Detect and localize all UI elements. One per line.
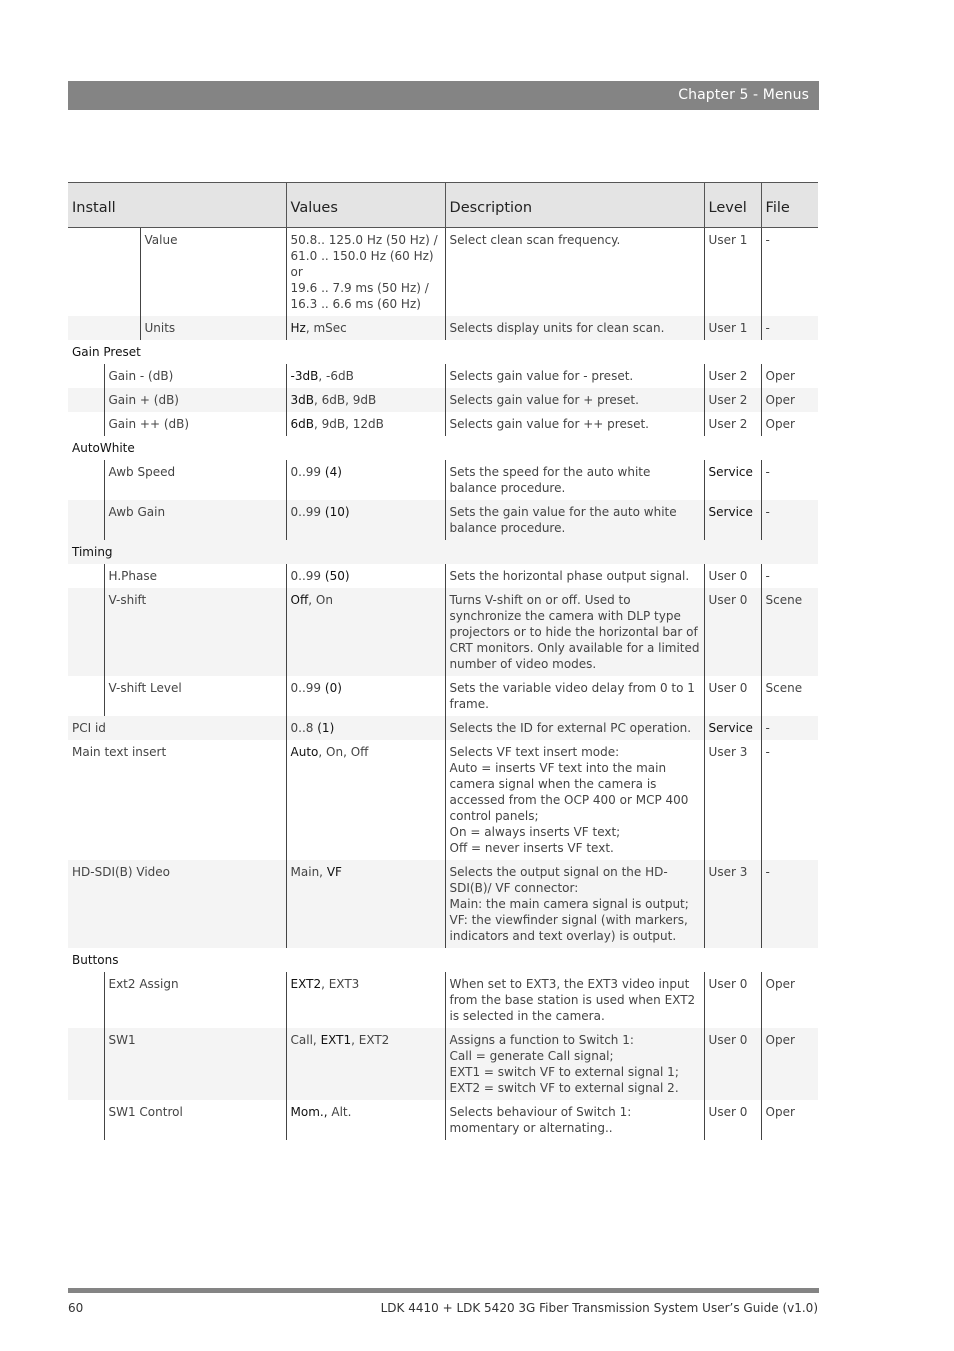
- row-label: SW1: [104, 1028, 286, 1100]
- page-number: 60: [68, 1301, 84, 1315]
- indent-cell: [68, 1028, 104, 1100]
- section-row: [68, 436, 818, 460]
- indent-cell: [68, 228, 140, 317]
- value-rest: , EXT2: [351, 1033, 390, 1047]
- row-level: Service: [704, 716, 761, 740]
- footer-bar: [68, 1288, 819, 1293]
- indent-cell: [68, 564, 104, 588]
- row-description: Selects gain value for + preset.: [445, 388, 704, 412]
- row-label: Awb Gain: [104, 500, 286, 540]
- row-level: User 0: [704, 564, 761, 588]
- col-header-level: Level: [704, 183, 761, 228]
- indent-cell: [68, 316, 140, 340]
- table-row: [68, 228, 818, 317]
- value-plain: 0..99: [290, 681, 325, 695]
- row-label: Gain - (dB): [104, 364, 286, 388]
- guide-title: LDK 4410 + LDK 5420 3G Fiber Transmission System User’s Guide (v1.0): [380, 1301, 818, 1315]
- value-default: -3dB: [290, 369, 319, 383]
- value-rest: , -6dB: [318, 369, 354, 383]
- value-plain: 0..8: [290, 721, 318, 735]
- table-row: [68, 460, 818, 500]
- row-description: Selects gain value for ++ preset.: [445, 412, 704, 436]
- description-line: Off = never inserts VF text.: [449, 841, 614, 855]
- value-default: EXT1: [320, 1033, 352, 1047]
- row-file: -: [761, 228, 818, 317]
- row-description: When set to EXT3, the EXT3 video input from the base station is used when EXT2 is selected in the camera.: [445, 972, 704, 1028]
- row-file: Oper: [761, 972, 818, 1028]
- col-header-description: Description: [445, 183, 704, 228]
- row-label: Main text insert: [68, 740, 286, 860]
- value-default: (50): [324, 569, 350, 583]
- row-label: HD-SDI(B) Video: [68, 860, 286, 948]
- row-level: User 3: [704, 860, 761, 948]
- value-default: (1): [317, 721, 335, 735]
- row-values: [286, 716, 445, 740]
- description-line: Selects behaviour of Switch 1:: [449, 1105, 632, 1119]
- row-level: User 1: [704, 228, 761, 317]
- description-line: VF: the viewfinder signal (with markers, indicators and text overlay) is output.: [449, 913, 688, 943]
- section-row: [68, 540, 818, 564]
- row-file: -: [761, 716, 818, 740]
- value-rest: Alt.: [327, 1105, 352, 1119]
- value-rest: , EXT3: [321, 977, 360, 991]
- table-row: [68, 564, 818, 588]
- row-label: PCI id: [68, 716, 286, 740]
- table-row: [68, 1028, 818, 1100]
- value-default: Auto: [290, 745, 319, 759]
- row-label: Units: [140, 316, 286, 340]
- table-header-row: [68, 183, 818, 228]
- row-file: -: [761, 460, 818, 500]
- row-values: [286, 316, 445, 340]
- table-row: [68, 412, 818, 436]
- description-line: Call = generate Call signal;: [449, 1049, 614, 1063]
- value-line: or: [290, 265, 303, 279]
- row-label: V-shift: [104, 588, 286, 676]
- row-file: Scene: [761, 676, 818, 716]
- row-description: Selects the ID for external PC operation.: [445, 716, 704, 740]
- value-default: (10): [324, 505, 350, 519]
- row-description: Turns V-shift on or off. Used to synchronize the camera with DLP type projectors or to hide the horizontal bar of CRT monitors. Only available for a limited number of video modes.: [445, 588, 704, 676]
- row-values: [286, 1100, 445, 1140]
- row-values: [286, 412, 445, 436]
- row-level: User 0: [704, 1100, 761, 1140]
- value-line: 19.6 .. 7.9 ms (50 Hz) /: [290, 281, 429, 295]
- value-default: EXT2: [290, 977, 322, 991]
- description-line: EXT1 = switch VF to external signal 1;: [449, 1065, 679, 1079]
- row-level: User 1: [704, 316, 761, 340]
- value-plain: 0..99: [290, 465, 325, 479]
- indent-cell: [68, 500, 104, 540]
- row-values: [286, 860, 445, 948]
- chapter-title: Chapter 5 - Menus: [678, 87, 809, 103]
- row-label: H.Phase: [104, 564, 286, 588]
- table-row: [68, 972, 818, 1028]
- description-line: Selects VF text insert mode:: [449, 745, 620, 759]
- value-rest: , On: [308, 593, 333, 607]
- table-row: [68, 500, 818, 540]
- row-level: User 2: [704, 364, 761, 388]
- row-level: User 2: [704, 412, 761, 436]
- row-file: Oper: [761, 1100, 818, 1140]
- row-level: Service: [704, 460, 761, 500]
- row-level: Service: [704, 500, 761, 540]
- value-line: 61.0 .. 150.0 Hz (60 Hz): [290, 249, 434, 263]
- row-level: User 2: [704, 388, 761, 412]
- description-line: EXT2 = switch VF to external signal 2.: [449, 1081, 679, 1095]
- value-default: VF: [326, 865, 342, 879]
- value-line: 16.3 .. 6.6 ms (60 Hz): [290, 297, 421, 311]
- row-label: Awb Speed: [104, 460, 286, 500]
- row-values: [286, 500, 445, 540]
- row-values: [286, 1028, 445, 1100]
- value-default: 6dB: [290, 417, 315, 431]
- indent-cell: [68, 460, 104, 500]
- value-rest: , mSec: [305, 321, 347, 335]
- row-values: [286, 676, 445, 716]
- value-default: Mom.,: [290, 1105, 328, 1119]
- row-values: [286, 588, 445, 676]
- row-file: Scene: [761, 588, 818, 676]
- row-label: SW1 Control: [104, 1100, 286, 1140]
- value-rest: , 9dB, 12dB: [314, 417, 384, 431]
- description-line: Auto = inserts VF text into the main camera signal when the camera is accessed from the OCP 400 or MCP 400 control panels;: [449, 761, 689, 823]
- table-row: [68, 588, 818, 676]
- row-values: [286, 740, 445, 860]
- row-description: [445, 860, 704, 948]
- value-plain: 0..99: [290, 505, 325, 519]
- indent-cell: [68, 588, 104, 676]
- chapter-header-bar: [68, 81, 819, 110]
- value-default: Off: [290, 593, 309, 607]
- section-title: Gain Preset: [68, 340, 818, 364]
- section-title: AutoWhite: [68, 436, 818, 460]
- table-row: [68, 364, 818, 388]
- description-line: On = always inserts VF text;: [449, 825, 621, 839]
- row-description: [445, 1100, 704, 1140]
- value-plain: 0..99: [290, 569, 325, 583]
- row-file: -: [761, 740, 818, 860]
- value-line: 50.8.. 125.0 Hz (50 Hz) /: [290, 233, 438, 247]
- indent-cell: [68, 412, 104, 436]
- row-file: Oper: [761, 388, 818, 412]
- indent-cell: [68, 972, 104, 1028]
- table-row: [68, 316, 818, 340]
- row-label: Gain + (dB): [104, 388, 286, 412]
- row-file: -: [761, 316, 818, 340]
- section-title: Buttons: [68, 948, 818, 972]
- row-file: Oper: [761, 1028, 818, 1100]
- row-values: [286, 388, 445, 412]
- row-label: Value: [140, 228, 286, 317]
- settings-table: [68, 182, 818, 1140]
- row-description: [445, 740, 704, 860]
- value-default: Hz: [290, 321, 306, 335]
- row-values: [286, 228, 445, 317]
- table-row: [68, 860, 818, 948]
- row-file: Oper: [761, 412, 818, 436]
- row-description: Sets the horizontal phase output signal.: [445, 564, 704, 588]
- row-description: Selects gain value for - preset.: [445, 364, 704, 388]
- row-level: User 0: [704, 1028, 761, 1100]
- row-label: V-shift Level: [104, 676, 286, 716]
- indent-cell: [68, 388, 104, 412]
- value-default: 3dB: [290, 393, 315, 407]
- row-values: [286, 972, 445, 1028]
- row-file: -: [761, 564, 818, 588]
- indent-cell: [68, 1100, 104, 1140]
- row-file: -: [761, 860, 818, 948]
- table-row: [68, 388, 818, 412]
- row-values: [286, 460, 445, 500]
- value-rest: , 6dB, 9dB: [314, 393, 377, 407]
- row-level: User 0: [704, 588, 761, 676]
- value-plain: Main,: [290, 865, 327, 879]
- table-row: [68, 740, 818, 860]
- row-values: [286, 364, 445, 388]
- col-header-values: Values: [286, 183, 445, 228]
- description-line: Selects the output signal on the HD-SDI(B)/ VF connector:: [449, 865, 668, 895]
- value-plain: Call,: [290, 1033, 321, 1047]
- description-line: momentary or alternating..: [449, 1121, 613, 1135]
- table-row: [68, 676, 818, 716]
- section-row: [68, 340, 818, 364]
- row-description: Sets the speed for the auto white balance procedure.: [445, 460, 704, 500]
- row-description: Select clean scan frequency.: [445, 228, 704, 317]
- col-header-install: Install: [68, 183, 286, 228]
- row-label: Ext2 Assign: [104, 972, 286, 1028]
- row-label: Gain ++ (dB): [104, 412, 286, 436]
- section-title: Timing: [68, 540, 818, 564]
- row-level: User 0: [704, 676, 761, 716]
- col-header-file: File: [761, 183, 818, 228]
- row-level: User 0: [704, 972, 761, 1028]
- row-file: Oper: [761, 364, 818, 388]
- section-row: [68, 948, 818, 972]
- description-line: Assigns a function to Switch 1:: [449, 1033, 634, 1047]
- row-description: Selects display units for clean scan.: [445, 316, 704, 340]
- row-file: -: [761, 500, 818, 540]
- table-row: [68, 1100, 818, 1140]
- value-default: (0): [324, 681, 342, 695]
- row-level: User 3: [704, 740, 761, 860]
- row-description: [445, 1028, 704, 1100]
- table-row: [68, 716, 818, 740]
- indent-cell: [68, 364, 104, 388]
- description-line: Main: the main camera signal is output;: [449, 897, 689, 911]
- row-values: [286, 564, 445, 588]
- indent-cell: [68, 676, 104, 716]
- row-description: Sets the gain value for the auto white balance procedure.: [445, 500, 704, 540]
- row-description: Sets the variable video delay from 0 to 1 frame.: [445, 676, 704, 716]
- value-default: (4): [324, 465, 342, 479]
- value-rest: , On, Off: [318, 745, 369, 759]
